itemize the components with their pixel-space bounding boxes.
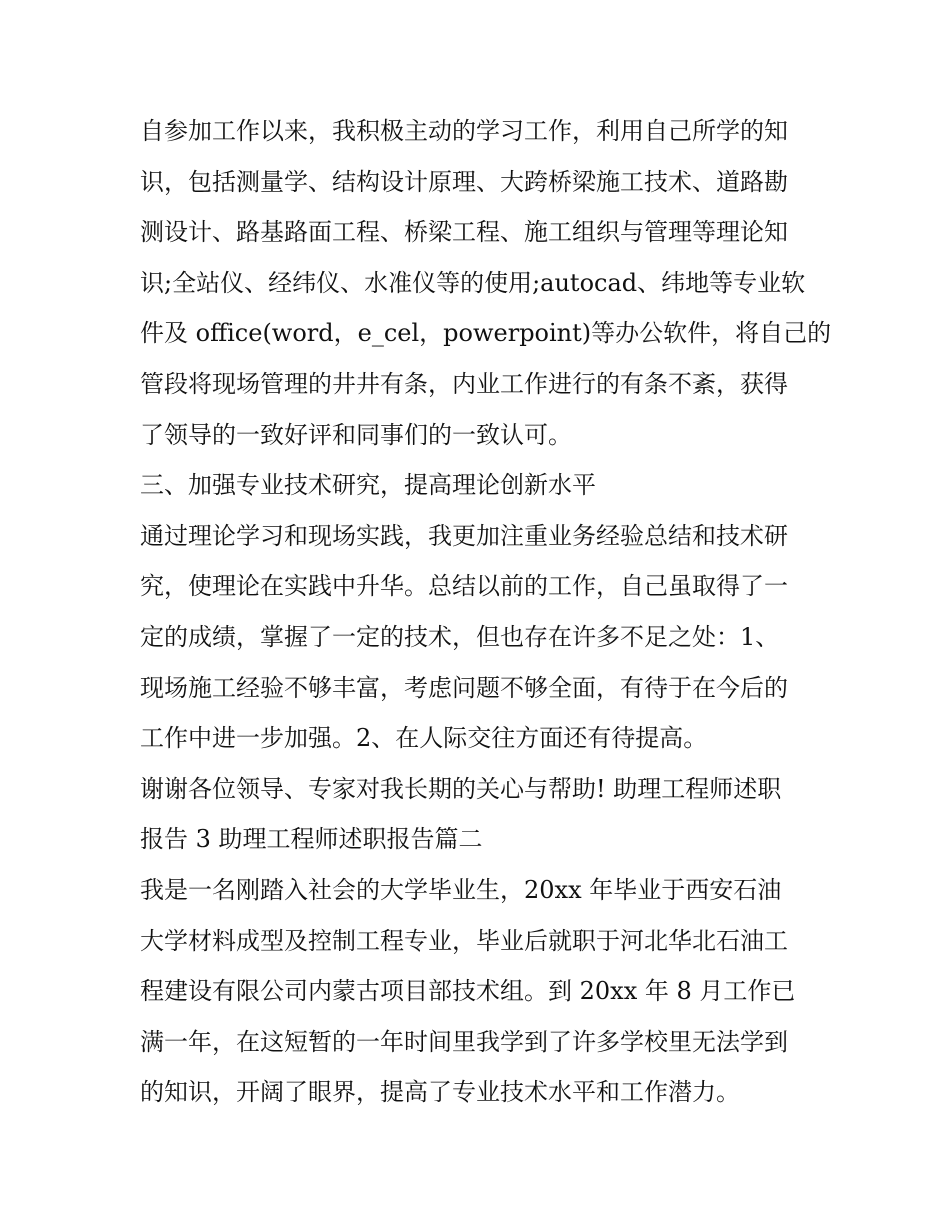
text-line: 测设计、路基路面工程、桥梁工程、施工组织与管理等理论知 xyxy=(140,218,788,247)
text-line: 满一年，在这短暂的一年时间里我学到了许多学校里无法学到 xyxy=(140,1027,788,1056)
text-line: 的知识，开阔了眼界，提高了专业技术水平和工作潜力。 xyxy=(140,1078,740,1107)
text-line: 定的成绩，掌握了一定的技术，但也存在许多不足之处：1、 xyxy=(140,622,780,651)
text-line: 报告 3 助理工程师述职报告篇二 xyxy=(140,825,483,854)
text-line: 管段将现场管理的井井有条，内业工作进行的有条不紊，获得 xyxy=(140,369,788,398)
text-line: 识;全站仪、经纬仪、水准仪等的使用;autocad、纬地等专业软 xyxy=(140,268,806,297)
text-line: 识，包括测量学、结构设计原理、大跨桥梁施工技术、道路勘 xyxy=(140,167,788,196)
text-line: 工作中进一步加强。2、在人际交往方面还有待提高。 xyxy=(140,724,708,753)
text-line: 自参加工作以来，我积极主动的学习工作，利用自己所学的知 xyxy=(140,117,788,145)
text-line: 件及 office(word，e_cel，powerpoint)等办公软件，将自己的 xyxy=(140,319,832,348)
text-line: 现场施工经验不够丰富，考虑问题不够全面，有待于在今后的 xyxy=(140,673,788,702)
text-line: 究，使理论在实践中升华。总结以前的工作，自己虽取得了一 xyxy=(140,572,788,601)
body-text xyxy=(140,106,832,1118)
text-line: 通过理论学习和现场实践，我更加注重业务经验总结和技术研 xyxy=(140,521,788,550)
text-line: 我是一名刚踏入社会的大学毕业生，20xx 年毕业于西安石油 xyxy=(140,875,782,904)
text-line: 了领导的一致好评和同事们的一致认可。 xyxy=(140,420,572,449)
text-line: 谢谢各位领导、专家对我长期的关心与帮助! 助理工程师述职 xyxy=(140,774,782,803)
text-line: 程建设有限公司内蒙古项目部技术组。到 20xx 年 8 月工作已 xyxy=(140,977,796,1006)
section-heading: 三、加强专业技术研究，提高理论创新水平 xyxy=(140,471,596,500)
text-line: 大学材料成型及控制工程专业，毕业后就职于河北华北石油工 xyxy=(140,926,788,955)
